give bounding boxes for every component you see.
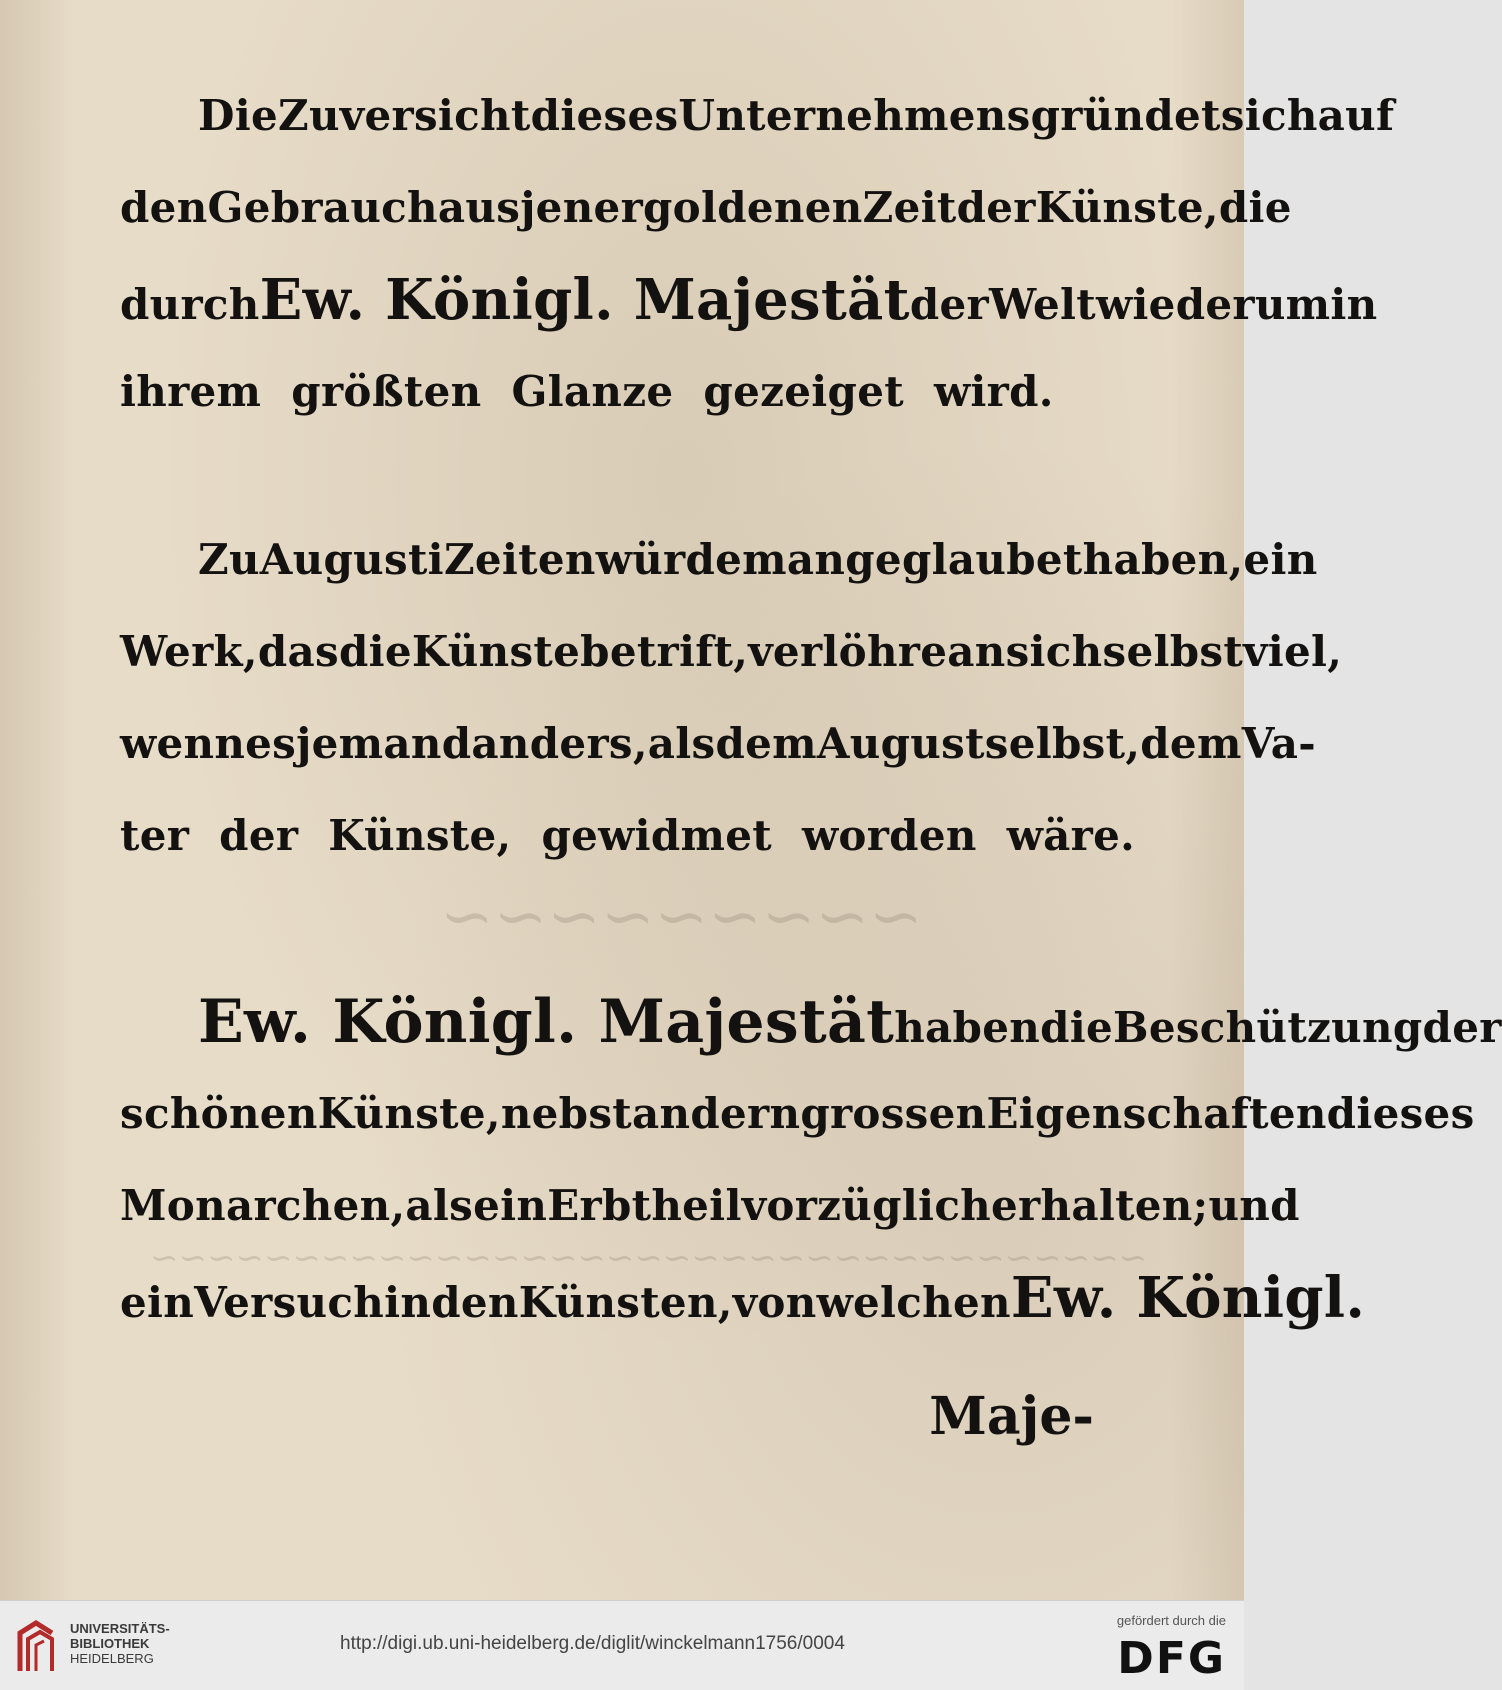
text-line <box>120 1160 1300 1252</box>
text-line <box>120 346 1086 438</box>
word: ein <box>120 1278 195 1327</box>
permalink-url[interactable]: http://digi.ub.uni-heidelberg.de/diglit/winckelmann1756/0004 <box>340 1633 845 1654</box>
text-line <box>120 254 1378 346</box>
word: nebst <box>500 1089 632 1138</box>
word: an <box>947 627 1006 676</box>
word: andern <box>632 1089 801 1138</box>
word: Künste <box>411 627 581 676</box>
word: jener <box>520 183 643 232</box>
text-line <box>120 1068 1475 1160</box>
word: das <box>257 627 339 676</box>
word: Welt <box>988 280 1096 329</box>
word: Eigenschaften <box>986 1089 1327 1138</box>
word: wiederum <box>1095 280 1331 329</box>
word: Zu <box>198 535 260 584</box>
bleed-through-decoration: ~~~~~~~~~ <box>440 880 923 954</box>
word: die <box>1218 183 1292 232</box>
word: geglaubet <box>845 535 1083 584</box>
word: worden <box>801 811 977 860</box>
word: goldenen <box>643 183 863 232</box>
paragraph <box>120 514 1343 882</box>
word: gründet <box>1030 91 1221 140</box>
word: Versuch <box>194 1278 385 1327</box>
word: Zeiten <box>443 535 596 584</box>
word: August <box>816 719 985 768</box>
text-line <box>120 70 1395 162</box>
word: der <box>1422 1003 1502 1052</box>
word: Beschützung <box>1113 1003 1423 1052</box>
word: haben, <box>1082 535 1244 584</box>
word: welchen <box>816 1278 1011 1327</box>
word: der <box>219 811 299 860</box>
word: man <box>742 535 846 584</box>
word: Gebrauch <box>207 183 438 232</box>
word: der <box>909 280 989 329</box>
word: auf <box>1317 91 1395 140</box>
word: Va- <box>1241 719 1316 768</box>
word: Künste, <box>317 1089 501 1138</box>
word: Unternehmens <box>678 91 1031 140</box>
word: selbst <box>1102 627 1244 676</box>
page-body-text <box>120 70 1502 1344</box>
library-name[interactable] <box>70 1621 170 1666</box>
library-logo-icon[interactable] <box>14 1619 60 1675</box>
word: selbst, <box>984 719 1141 768</box>
paragraph <box>120 976 1502 1344</box>
library-name-line: HEIDELBERG <box>70 1651 154 1666</box>
word: Ew. Königl. Majestät <box>259 267 910 333</box>
text-line <box>120 1252 1366 1344</box>
word: würde <box>595 535 743 584</box>
word: durch <box>120 280 260 329</box>
word: ihrem <box>120 367 262 416</box>
word: wird. <box>933 367 1054 416</box>
word: viel, <box>1243 627 1343 676</box>
word: Monarchen, <box>120 1181 406 1230</box>
text-line <box>120 698 1316 790</box>
word: wenn <box>120 719 246 768</box>
word: als <box>647 719 716 768</box>
word: sich <box>1005 627 1103 676</box>
word: dieses <box>530 91 679 140</box>
catchword: Maje- <box>929 1386 1094 1447</box>
word: betrift, <box>580 627 749 676</box>
word: Zeit <box>862 183 957 232</box>
word: dem <box>715 719 817 768</box>
word: Künste, <box>1035 183 1219 232</box>
viewer-footer <box>0 1600 1244 1690</box>
word: und <box>1208 1181 1300 1230</box>
text-line <box>120 976 1502 1068</box>
word: der <box>956 183 1036 232</box>
word: Zuversicht <box>278 91 531 140</box>
word: gewidmet <box>541 811 772 860</box>
word: dem <box>1140 719 1242 768</box>
word: von <box>732 1278 817 1327</box>
word: dieses <box>1326 1089 1475 1138</box>
word: ein <box>1243 535 1318 584</box>
word: in <box>384 1278 432 1327</box>
funding-note: gefördert durch die <box>1116 1613 1226 1628</box>
text-line <box>120 606 1343 698</box>
word: Werk, <box>120 627 258 676</box>
library-name-line: UNIVERSITÄTS- <box>70 1621 170 1636</box>
word: in <box>1330 280 1378 329</box>
text-line <box>120 162 1292 254</box>
word: erhalten; <box>991 1181 1209 1230</box>
word: gezeiget <box>703 367 904 416</box>
word: ter <box>120 811 190 860</box>
library-name-line: BIBLIOTHEK <box>70 1636 150 1651</box>
word: Erbtheil <box>547 1181 742 1230</box>
word: grossen <box>800 1089 987 1138</box>
word: verlöhre <box>748 627 948 676</box>
word: schönen <box>120 1089 318 1138</box>
word: die <box>338 627 412 676</box>
word: Augusti <box>259 535 444 584</box>
word: es <box>245 719 297 768</box>
word: die <box>1040 1003 1114 1052</box>
word: den <box>120 183 208 232</box>
word: Ew. Königl. <box>1010 1265 1366 1331</box>
word: größten <box>291 367 482 416</box>
word: ein <box>473 1181 548 1230</box>
word: sich <box>1220 91 1318 140</box>
text-line <box>120 514 1318 606</box>
word: Künsten, <box>518 1278 733 1327</box>
word: Künste, <box>328 811 512 860</box>
word: haben <box>894 1003 1041 1052</box>
word: vorzüglich <box>741 1181 992 1230</box>
word: Ew. Königl. Majestät <box>198 987 895 1057</box>
word: Glanze <box>511 367 674 416</box>
text-line <box>120 790 1136 882</box>
word: wäre. <box>1006 811 1136 860</box>
word: als <box>405 1181 474 1230</box>
word: jemand <box>296 719 472 768</box>
word: den <box>431 1278 519 1327</box>
word: anders, <box>471 719 648 768</box>
word: Die <box>198 91 278 140</box>
dfg-logo[interactable]: DFG <box>1117 1633 1226 1684</box>
word: aus <box>437 183 521 232</box>
paragraph <box>120 70 1395 438</box>
bleed-through-decoration: ~~~~~~~~~~~~~~~~~~~~~~~~~~~~~~~~~~~ <box>150 1238 1148 1278</box>
